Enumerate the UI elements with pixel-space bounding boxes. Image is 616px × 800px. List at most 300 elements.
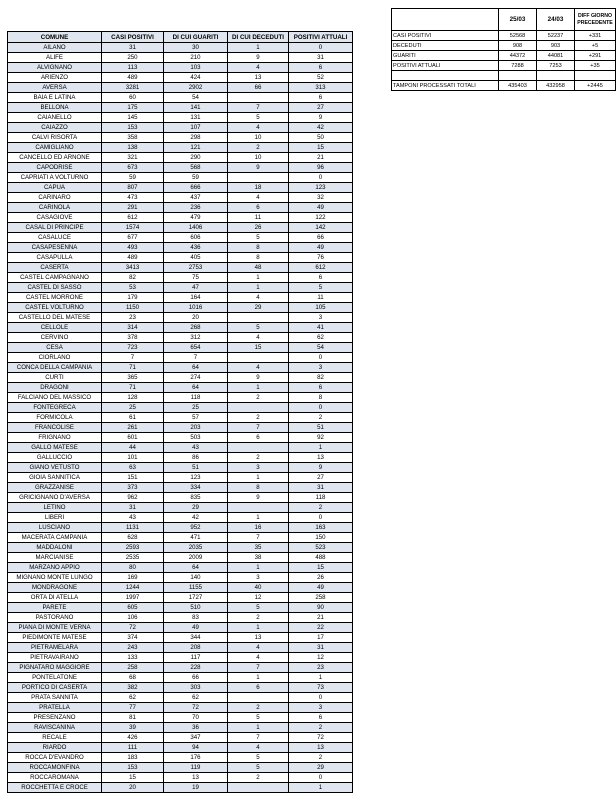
cell-guariti: 210 xyxy=(164,53,228,63)
cell-deceduti: 7 xyxy=(228,423,289,433)
table-row xyxy=(8,533,353,543)
cell-deceduti xyxy=(228,353,289,363)
cell-guariti: 312 xyxy=(164,333,228,343)
cell-deceduti: 1 xyxy=(228,383,289,393)
cell-comune: PRATA SANNITA xyxy=(8,693,102,703)
cell-guariti: 49 xyxy=(164,623,228,633)
cell-casi-positivi: 63 xyxy=(102,463,164,473)
cell-comune: CAPODRISE xyxy=(8,163,102,173)
cell-deceduti: 2 xyxy=(228,773,289,783)
cell-guariti: 510 xyxy=(164,603,228,613)
table-row xyxy=(8,253,353,263)
table-row xyxy=(8,763,353,773)
cell-casi-positivi: 601 xyxy=(102,433,164,443)
cell-deceduti: 5 xyxy=(228,753,289,763)
table-row xyxy=(8,423,353,433)
cell-deceduti: 1 xyxy=(228,273,289,283)
cell-deceduti: 5 xyxy=(228,233,289,243)
table-row xyxy=(8,123,353,133)
cell-comune: AVERSA xyxy=(8,83,102,93)
cell-positivi-attuali: 72 xyxy=(289,733,353,743)
cell-guariti: 437 xyxy=(164,193,228,203)
table-row xyxy=(8,223,353,233)
cell-casi-positivi: 723 xyxy=(102,343,164,353)
cell-comune: CESA xyxy=(8,343,102,353)
cell-positivi-attuali: 31 xyxy=(289,483,353,493)
cell-deceduti: 1 xyxy=(228,473,289,483)
cell-positivi-attuali: 3 xyxy=(289,313,353,323)
table-row xyxy=(8,273,353,283)
cell-deceduti xyxy=(228,313,289,323)
cell-casi-positivi: 15 xyxy=(102,773,164,783)
cell-deceduti: 48 xyxy=(228,263,289,273)
table-row xyxy=(8,513,353,523)
cell-deceduti: 35 xyxy=(228,543,289,553)
cell-casi-positivi: 1244 xyxy=(102,583,164,593)
cell-deceduti: 3 xyxy=(228,573,289,583)
cell-casi-positivi: 3413 xyxy=(102,263,164,273)
cell-comune: CASAL DI PRINCIPE xyxy=(8,223,102,233)
cell-deceduti: 1 xyxy=(228,673,289,683)
summary-cell-diff: +291 xyxy=(575,51,616,61)
cell-deceduti: 13 xyxy=(228,73,289,83)
table-row xyxy=(8,583,353,593)
cell-casi-positivi: 71 xyxy=(102,383,164,393)
cell-deceduti: 5 xyxy=(228,713,289,723)
cell-deceduti xyxy=(228,503,289,513)
cell-comune: PARETE xyxy=(8,603,102,613)
cell-guariti: 64 xyxy=(164,383,228,393)
cell-positivi-attuali: 13 xyxy=(289,743,353,753)
cell-comune: CANCELLO ED ARNONE xyxy=(8,153,102,163)
table-row xyxy=(8,163,353,173)
cell-deceduti: 4 xyxy=(228,653,289,663)
summary-cell-diff: +5 xyxy=(575,41,616,51)
table-row xyxy=(8,373,353,383)
table-row xyxy=(8,233,353,243)
cell-guariti: 228 xyxy=(164,663,228,673)
cell-positivi-attuali: 12 xyxy=(289,653,353,663)
cell-positivi-attuali: 41 xyxy=(289,323,353,333)
cell-deceduti: 26 xyxy=(228,223,289,233)
cell-guariti: 107 xyxy=(164,123,228,133)
cell-casi-positivi: 111 xyxy=(102,743,164,753)
summary-cell-yesterday: 432958 xyxy=(537,81,575,91)
cell-deceduti: 15 xyxy=(228,343,289,353)
cell-deceduti: 5 xyxy=(228,763,289,773)
cell-guariti: 54 xyxy=(164,93,228,103)
cell-casi-positivi: 1131 xyxy=(102,523,164,533)
table-row xyxy=(8,193,353,203)
cell-casi-positivi: 68 xyxy=(102,673,164,683)
summary-cell-yesterday: 7253 xyxy=(537,61,575,71)
cell-casi-positivi: 1574 xyxy=(102,223,164,233)
cell-casi-positivi: 62 xyxy=(102,693,164,703)
cell-comune: MARZANO APPIO xyxy=(8,563,102,573)
cell-comune: LIBERI xyxy=(8,513,102,523)
cell-comune: CASTELLO DEL MATESE xyxy=(8,313,102,323)
cell-positivi-attuali: 612 xyxy=(289,263,353,273)
cell-positivi-attuali: 32 xyxy=(289,193,353,203)
cell-positivi-attuali: 3 xyxy=(289,363,353,373)
cell-deceduti: 9 xyxy=(228,493,289,503)
cell-guariti: 141 xyxy=(164,103,228,113)
cell-guariti: 344 xyxy=(164,633,228,643)
cell-guariti: 131 xyxy=(164,113,228,123)
cell-casi-positivi: 673 xyxy=(102,163,164,173)
cell-guariti: 2035 xyxy=(164,543,228,553)
cell-guariti: 83 xyxy=(164,613,228,623)
cell-comune: PORTICO DI CASERTA xyxy=(8,683,102,693)
cell-guariti: 19 xyxy=(164,783,228,793)
cell-positivi-attuali: 1 xyxy=(289,783,353,793)
cell-casi-positivi: 39 xyxy=(102,723,164,733)
cell-positivi-attuali: 76 xyxy=(289,253,353,263)
cell-casi-positivi: 82 xyxy=(102,273,164,283)
cell-casi-positivi: 25 xyxy=(102,403,164,413)
cell-guariti: 424 xyxy=(164,73,228,83)
cell-casi-positivi: 179 xyxy=(102,293,164,303)
cell-deceduti: 1 xyxy=(228,623,289,633)
cell-casi-positivi: 605 xyxy=(102,603,164,613)
table-row xyxy=(8,653,353,663)
cell-comune: PRATELLA xyxy=(8,703,102,713)
cell-deceduti: 4 xyxy=(228,123,289,133)
cell-casi-positivi: 7 xyxy=(102,353,164,363)
cell-comune: LUSCIANO xyxy=(8,523,102,533)
cell-casi-positivi: 382 xyxy=(102,683,164,693)
cell-comune: LETINO xyxy=(8,503,102,513)
table-row xyxy=(8,413,353,423)
cell-positivi-attuali: 1 xyxy=(289,673,353,683)
cell-guariti: 1155 xyxy=(164,583,228,593)
table-row xyxy=(8,703,353,713)
summary-cell-label xyxy=(392,71,499,81)
cell-guariti: 1727 xyxy=(164,593,228,603)
cell-deceduti: 1 xyxy=(228,513,289,523)
cell-comune: CAIANELLO xyxy=(8,113,102,123)
summary-cell-diff: +35 xyxy=(575,61,616,71)
cell-positivi-attuali: 142 xyxy=(289,223,353,233)
cell-positivi-attuali: 31 xyxy=(289,53,353,63)
cell-comune: ALIFE xyxy=(8,53,102,63)
cell-guariti: 64 xyxy=(164,563,228,573)
cell-deceduti: 11 xyxy=(228,213,289,223)
table-row xyxy=(8,493,353,503)
cell-positivi-attuali: 29 xyxy=(289,763,353,773)
cell-positivi-attuali: 2 xyxy=(289,753,353,763)
table-row xyxy=(8,43,353,53)
table-row xyxy=(8,523,353,533)
cell-deceduti: 8 xyxy=(228,253,289,263)
cell-positivi-attuali: 0 xyxy=(289,173,353,183)
cell-comune: CASTEL DI SASSO xyxy=(8,283,102,293)
table-row xyxy=(8,563,353,573)
table-row xyxy=(8,333,353,343)
cell-deceduti: 6 xyxy=(228,683,289,693)
cell-casi-positivi: 489 xyxy=(102,253,164,263)
table-row xyxy=(8,113,353,123)
cell-positivi-attuali: 0 xyxy=(289,403,353,413)
cell-casi-positivi: 489 xyxy=(102,73,164,83)
table-row xyxy=(8,453,353,463)
cell-comune: CASTEL VOLTURNO xyxy=(8,303,102,313)
cell-deceduti: 8 xyxy=(228,483,289,493)
table-row xyxy=(8,313,353,323)
cell-guariti: 2009 xyxy=(164,553,228,563)
cell-comune: PIEDIMONTE MATESE xyxy=(8,633,102,643)
cell-deceduti: 2 xyxy=(228,393,289,403)
cell-deceduti: 2 xyxy=(228,703,289,713)
cell-comune: RAVISCANINA xyxy=(8,723,102,733)
cell-positivi-attuali: 52 xyxy=(289,73,353,83)
summary-cell-today: 435403 xyxy=(499,81,537,91)
cell-comune: CARINOLA xyxy=(8,203,102,213)
cell-positivi-attuali: 523 xyxy=(289,543,353,553)
summary-cell-diff: +331 xyxy=(575,31,616,41)
cell-guariti: 208 xyxy=(164,643,228,653)
cell-casi-positivi: 106 xyxy=(102,613,164,623)
cell-casi-positivi: 128 xyxy=(102,393,164,403)
table-row xyxy=(8,133,353,143)
summary-cell-label: DECEDUTI xyxy=(392,41,499,51)
header-guariti: DI CUI GUARITI xyxy=(164,32,228,43)
summary-header-date-today: 25/03 xyxy=(499,9,537,31)
cell-positivi-attuali: 17 xyxy=(289,633,353,643)
summary-row xyxy=(392,71,616,81)
table-row xyxy=(8,293,353,303)
cell-deceduti: 38 xyxy=(228,553,289,563)
summary-cell-yesterday: 44081 xyxy=(537,51,575,61)
cell-casi-positivi: 72 xyxy=(102,623,164,633)
cell-positivi-attuali: 66 xyxy=(289,233,353,243)
table-row xyxy=(8,683,353,693)
cell-casi-positivi: 153 xyxy=(102,763,164,773)
cell-comune: ROCCAMONFINA xyxy=(8,763,102,773)
cell-positivi-attuali: 42 xyxy=(289,123,353,133)
cell-comune: RIARDO xyxy=(8,743,102,753)
cell-deceduti xyxy=(228,443,289,453)
table-row xyxy=(8,183,353,193)
cell-guariti: 75 xyxy=(164,273,228,283)
cell-casi-positivi: 153 xyxy=(102,123,164,133)
cell-guariti: 25 xyxy=(164,403,228,413)
cell-positivi-attuali: 122 xyxy=(289,213,353,223)
cell-guariti: 51 xyxy=(164,463,228,473)
table-row xyxy=(8,613,353,623)
cell-guariti: 176 xyxy=(164,753,228,763)
cell-deceduti: 13 xyxy=(228,633,289,643)
cell-guariti: 117 xyxy=(164,653,228,663)
table-row xyxy=(8,63,353,73)
cell-comune: ROCCHETTA E CROCE xyxy=(8,783,102,793)
table-row xyxy=(8,573,353,583)
cell-comune: ORTA DI ATELLA xyxy=(8,593,102,603)
summary-cell-today: 7288 xyxy=(499,61,537,71)
cell-casi-positivi: 138 xyxy=(102,143,164,153)
summary-cell-today: 52568 xyxy=(499,31,537,41)
cell-deceduti: 2 xyxy=(228,413,289,423)
cell-casi-positivi: 44 xyxy=(102,443,164,453)
cell-casi-positivi: 1997 xyxy=(102,593,164,603)
cell-comune: CASTEL CAMPAGNANO xyxy=(8,273,102,283)
header-casi-positivi: CASI POSITIVI xyxy=(102,32,164,43)
cell-guariti: 36 xyxy=(164,723,228,733)
cell-guariti: 303 xyxy=(164,683,228,693)
cell-guariti: 436 xyxy=(164,243,228,253)
cell-positivi-attuali: 118 xyxy=(289,493,353,503)
cell-comune: FONTEGRECA xyxy=(8,403,102,413)
cell-deceduti: 5 xyxy=(228,113,289,123)
cell-guariti: 59 xyxy=(164,173,228,183)
cell-comune: ROCCA D'EVANDRO xyxy=(8,753,102,763)
cell-deceduti xyxy=(228,693,289,703)
cell-positivi-attuali: 49 xyxy=(289,583,353,593)
cell-positivi-attuali: 21 xyxy=(289,153,353,163)
table-row xyxy=(8,93,353,103)
cell-comune: CERVINO xyxy=(8,333,102,343)
cell-positivi-attuali: 150 xyxy=(289,533,353,543)
cell-positivi-attuali: 49 xyxy=(289,203,353,213)
table-row xyxy=(8,673,353,683)
cell-positivi-attuali: 163 xyxy=(289,523,353,533)
table-row xyxy=(8,323,353,333)
cell-guariti: 66 xyxy=(164,673,228,683)
cell-comune: ARIENZO xyxy=(8,73,102,83)
cell-guariti: 2753 xyxy=(164,263,228,273)
cell-comune: AILANO xyxy=(8,43,102,53)
cell-casi-positivi: 31 xyxy=(102,503,164,513)
table-row xyxy=(8,553,353,563)
cell-guariti: 479 xyxy=(164,213,228,223)
table-row xyxy=(8,503,353,513)
cell-comune: DRAGONI xyxy=(8,383,102,393)
cell-positivi-attuali: 0 xyxy=(289,773,353,783)
cell-positivi-attuali: 27 xyxy=(289,103,353,113)
cell-guariti: 7 xyxy=(164,353,228,363)
cell-guariti: 290 xyxy=(164,153,228,163)
summary-row xyxy=(392,31,616,41)
cell-comune: CARINARO xyxy=(8,193,102,203)
cell-positivi-attuali: 8 xyxy=(289,393,353,403)
cell-casi-positivi: 962 xyxy=(102,493,164,503)
cell-casi-positivi: 493 xyxy=(102,243,164,253)
cell-casi-positivi: 175 xyxy=(102,103,164,113)
summary-cell-today xyxy=(499,71,537,81)
cell-positivi-attuali: 2 xyxy=(289,723,353,733)
table-row xyxy=(8,263,353,273)
cell-deceduti: 9 xyxy=(228,373,289,383)
cell-guariti: 121 xyxy=(164,143,228,153)
cell-comune: CAMIGLIANO xyxy=(8,143,102,153)
cell-comune: PIETRAVAIRANO xyxy=(8,653,102,663)
table-row xyxy=(8,623,353,633)
summary-cell-today: 44372 xyxy=(499,51,537,61)
cell-casi-positivi: 60 xyxy=(102,93,164,103)
cell-deceduti: 8 xyxy=(228,243,289,253)
cell-casi-positivi: 250 xyxy=(102,53,164,63)
cell-positivi-attuali: 9 xyxy=(289,113,353,123)
cell-positivi-attuali: 0 xyxy=(289,693,353,703)
header-deceduti: DI CUI DECEDUTI xyxy=(228,32,289,43)
cell-comune: CURTI xyxy=(8,373,102,383)
cell-guariti: 666 xyxy=(164,183,228,193)
cell-guariti: 118 xyxy=(164,393,228,403)
cell-casi-positivi: 183 xyxy=(102,753,164,763)
cell-comune: GIOIA SANNITICA xyxy=(8,473,102,483)
cell-comune: CASAGIOVE xyxy=(8,213,102,223)
cell-deceduti: 2 xyxy=(228,143,289,153)
table-row xyxy=(8,103,353,113)
cell-deceduti: 7 xyxy=(228,663,289,673)
cell-deceduti: 18 xyxy=(228,183,289,193)
cell-casi-positivi: 373 xyxy=(102,483,164,493)
cell-guariti: 606 xyxy=(164,233,228,243)
cell-comune: CASERTA xyxy=(8,263,102,273)
summary-cell-label: POSITIVI ATTUALI xyxy=(392,61,499,71)
cell-deceduti: 2 xyxy=(228,453,289,463)
cell-guariti: 86 xyxy=(164,453,228,463)
cell-positivi-attuali: 6 xyxy=(289,93,353,103)
cell-guariti: 347 xyxy=(164,733,228,743)
cell-casi-positivi: 23 xyxy=(102,313,164,323)
cell-comune: MACERATA CAMPANIA xyxy=(8,533,102,543)
cell-casi-positivi: 243 xyxy=(102,643,164,653)
summary-row xyxy=(392,61,616,71)
cell-comune: PONTELATONE xyxy=(8,673,102,683)
table-row xyxy=(8,393,353,403)
cell-casi-positivi: 314 xyxy=(102,323,164,333)
cell-positivi-attuali: 6 xyxy=(289,383,353,393)
cell-deceduti: 4 xyxy=(228,643,289,653)
summary-row xyxy=(392,41,616,51)
cell-comune: CASTEL MORRONE xyxy=(8,293,102,303)
cell-deceduti: 1 xyxy=(228,283,289,293)
cell-positivi-attuali: 0 xyxy=(289,513,353,523)
table-row xyxy=(8,203,353,213)
table-row xyxy=(8,403,353,413)
cell-guariti: 64 xyxy=(164,363,228,373)
cell-guariti: 503 xyxy=(164,433,228,443)
table-row xyxy=(8,363,353,373)
cell-casi-positivi: 61 xyxy=(102,413,164,423)
summary-row xyxy=(392,81,616,91)
cell-positivi-attuali: 96 xyxy=(289,163,353,173)
table-row xyxy=(8,443,353,453)
summary-cell-diff: +2445 xyxy=(575,81,616,91)
table-row xyxy=(8,633,353,643)
cell-positivi-attuali: 3 xyxy=(289,703,353,713)
cell-comune: PIGNATARO MAGGIORE xyxy=(8,663,102,673)
table-row xyxy=(8,73,353,83)
summary-cell-label: GUARITI xyxy=(392,51,499,61)
cell-positivi-attuali: 15 xyxy=(289,143,353,153)
cell-comune: GIANO VETUSTO xyxy=(8,463,102,473)
cell-comune: CASAPULLA xyxy=(8,253,102,263)
table-row xyxy=(8,473,353,483)
cell-guariti: 29 xyxy=(164,503,228,513)
cell-comune: ALVIGNANO xyxy=(8,63,102,73)
cell-deceduti: 4 xyxy=(228,193,289,203)
cell-casi-positivi: 80 xyxy=(102,563,164,573)
cell-guariti: 94 xyxy=(164,743,228,753)
cell-deceduti: 10 xyxy=(228,153,289,163)
cell-positivi-attuali: 2 xyxy=(289,503,353,513)
cell-deceduti xyxy=(228,93,289,103)
table-row xyxy=(8,663,353,673)
cell-positivi-attuali: 15 xyxy=(289,563,353,573)
cell-deceduti: 66 xyxy=(228,83,289,93)
